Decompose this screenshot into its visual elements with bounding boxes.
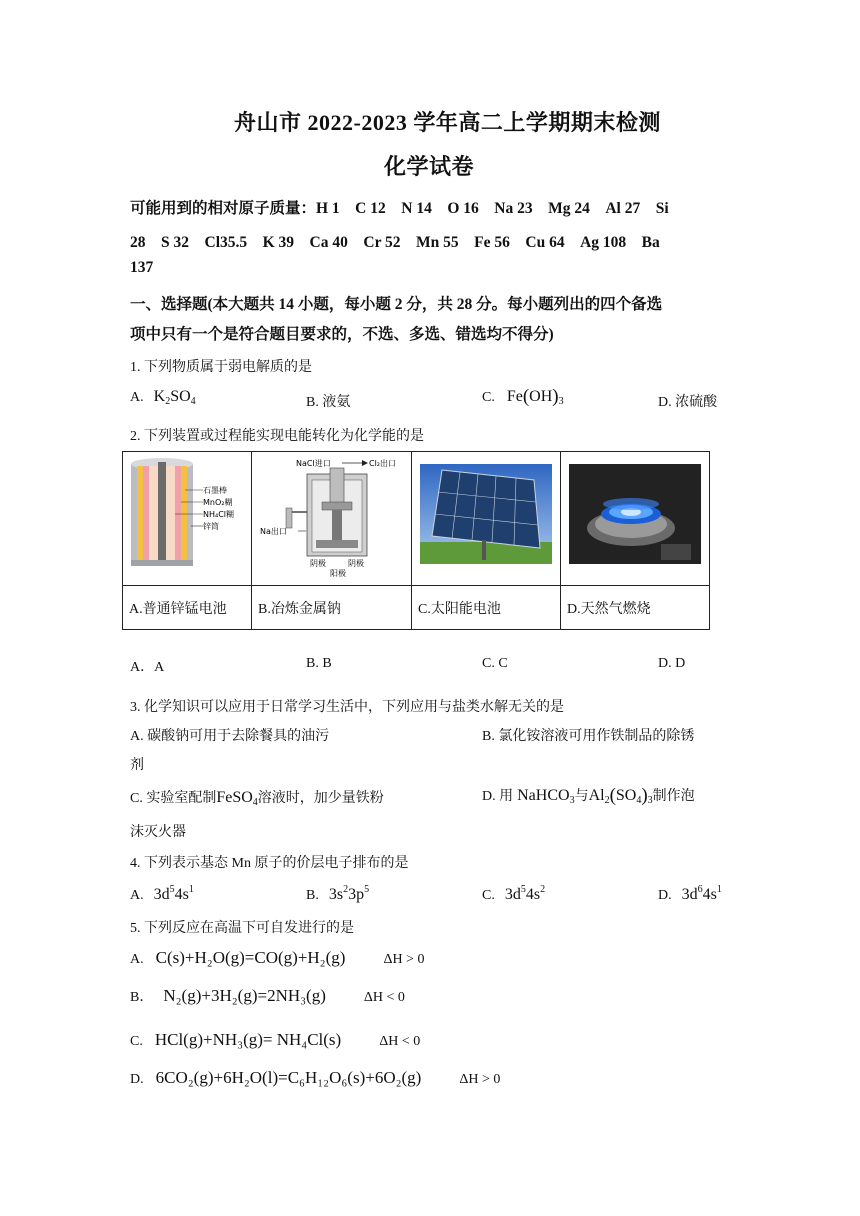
question-5-stem: 5. 下列反应在高温下可自发进行的是 <box>130 921 354 936</box>
svg-text:Cl₂出口: Cl₂出口 <box>369 459 397 468</box>
atomic-mass-line-2: 28 S 32 Cl35.5 K 39 Ca 40 Cr 52 Mn 55 Fe 56 Cu 64 Ag 108 Ba <box>130 234 660 251</box>
q5-option-c: C. HCl(g)+NH₃(g)= NH₄Cl(s) ΔH < 0 <box>130 1030 421 1049</box>
question-4-stem: 4. 下列表示基态 Mn 原子的价层电子排布的是 <box>130 856 409 871</box>
question-2-stem: 2. 下列装置或过程能实现电能转化为化学能的是 <box>130 429 424 444</box>
section-heading-line-1: 一、选择题(本大题共 14 小题，每小题 2 分，共 28 分。每小题列出的四个备选 <box>130 296 663 313</box>
battery-label-nh4cl: NH₄Cl糊 <box>203 510 235 519</box>
q2-option-d: D. D <box>658 656 686 671</box>
svg-text:Na出口: Na出口 <box>260 527 287 536</box>
svg-text:阴极: 阴极 <box>348 559 364 568</box>
q4-option-c: C. $3d^54s^2$ <box>482 884 546 903</box>
q3-option-b-line-1: B. 氯化铵溶液可用作铁制品的除锈 <box>482 729 695 744</box>
gas-burner-figure <box>561 452 710 586</box>
q2-option-b: B. B <box>306 656 332 671</box>
q4-option-a: A. $3d^54s^1$ <box>130 884 194 903</box>
q3-option-d-line-2: 沫灭火器 <box>130 825 186 840</box>
q2-caption-c: C.太阳能电池 <box>412 586 561 630</box>
solar-panel-figure <box>412 452 561 586</box>
q4-option-d: D. $3d^64s^1$ <box>658 884 722 903</box>
q4-option-b: B. $3s^23p^5$ <box>306 884 370 903</box>
q2-option-c: C. C <box>482 656 508 671</box>
section-heading-line-2: 项中只有一个是符合题目要求的，不选、多选、错选均不得分) <box>130 326 554 343</box>
svg-text:阳极: 阳极 <box>330 569 346 578</box>
q2-caption-a: A.普通锌锰电池 <box>123 586 252 630</box>
q5-option-d: D. 6CO₂(g)+6H₂O(l)=C₆H₁₂O₆(s)+6O₂(g) ΔH > 0 <box>130 1068 501 1087</box>
q2-figure-table <box>122 451 710 630</box>
question-3-stem: 3. 化学知识可以应用于日常学习生活中，下列应用与盐类水解无关的是 <box>130 700 564 715</box>
page-subtitle: 化学试卷 <box>384 154 475 179</box>
svg-text:NaCl进口: NaCl进口 <box>296 459 331 468</box>
atomic-mass-line-3: 137 <box>130 259 154 276</box>
battery-label-zinc: 锌筒 <box>203 522 219 531</box>
q1-option-c: C. $Fe(OH)_3$ <box>482 386 564 407</box>
question-1-stem: 1. 下列物质属于弱电解质的是 <box>130 360 312 375</box>
q1-option-b: B. 液氨 <box>306 395 351 410</box>
q2-caption-b: B.冶炼金属钠 <box>252 586 412 630</box>
svg-text:阴极: 阴极 <box>310 559 326 568</box>
q5-option-a: A. C(s)+H₂O(g)=CO(g)+H₂(g) ΔH > 0 <box>130 948 425 967</box>
atomic-mass-line-1: 可能用到的相对原子质量：H 1 C 12 N 14 O 16 Na 23 Mg 24 Al 27 Si <box>130 200 669 217</box>
q5-option-b: B． N₂(g)+3H₂(g)=2NH₃(g) ΔH < 0 <box>130 986 405 1005</box>
zinc-manganese-battery-figure <box>123 452 252 586</box>
q2-option-a: A．A <box>130 660 165 675</box>
q1-option-d: D. 浓硫酸 <box>658 395 718 410</box>
electrolysis-sodium-figure <box>252 452 412 586</box>
q3-option-a: A. 碳酸钠可用于去除餐具的油污 <box>130 729 330 744</box>
page-title: 舟山市 2022-2023 学年高二上学期期末检测 <box>234 110 661 135</box>
q3-option-c: C. 实验室配制FeSO$_4$溶液时，加少量铁粉 <box>130 789 384 808</box>
battery-label-mno2: MnO₂糊 <box>203 498 233 507</box>
q2-caption-d: D.天然气燃烧 <box>561 586 710 630</box>
q3-option-b-line-2: 剂 <box>130 758 144 773</box>
q1-option-a: A. $K_2SO_4$ <box>130 388 196 407</box>
battery-label-graphite: 石墨棒 <box>203 486 227 495</box>
q3-option-d: D. 用 NaHCO$_3$与$Al_2(SO_4)_3$制作泡 <box>482 785 695 806</box>
